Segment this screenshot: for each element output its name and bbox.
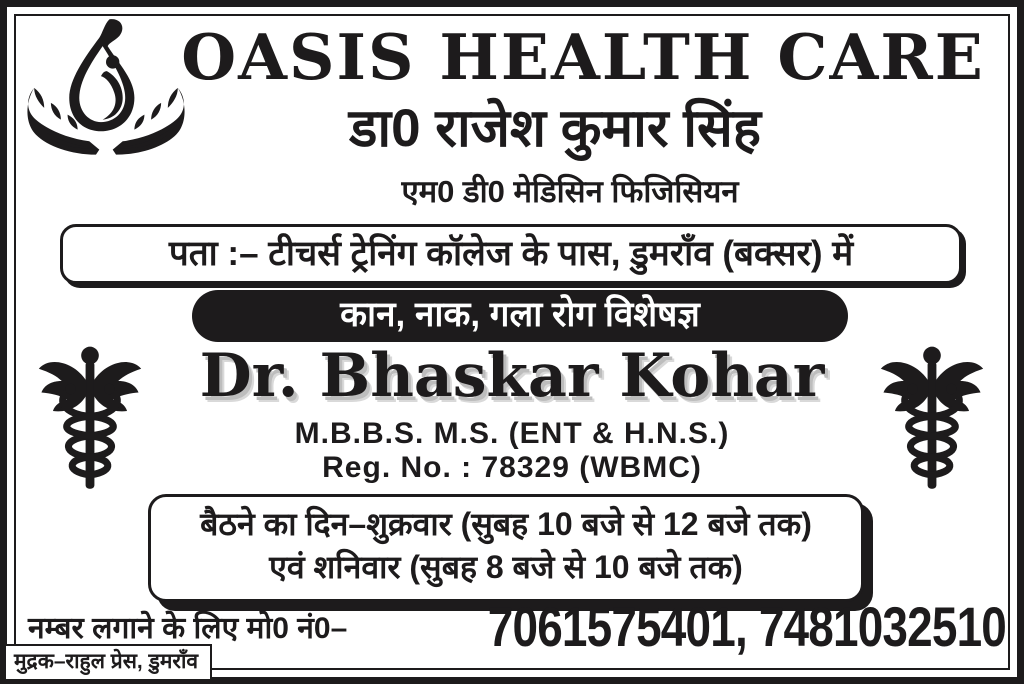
ent-doctor-registration: Reg. No. : 78329 (WBMC) xyxy=(322,451,702,484)
ent-doctor-name: Dr. Bhaskar Kohar xyxy=(199,341,825,411)
contact-phone-numbers: 7061575401, 7481032510 xyxy=(487,594,1006,658)
schedule-line-1: बैठने का दिन–शुक्रवार (सुबह 10 बजे से 12 बजे तक) xyxy=(200,506,812,542)
ent-doctor-qualification: M.B.B.S. M.S. (ENT & H.N.S.) xyxy=(294,417,730,450)
printer-credit: मुद्रक–राहुल प्रेस, डुमराँव xyxy=(4,644,212,681)
address-box xyxy=(60,224,962,284)
contact-label: नम्बर लगाने के लिए मो0 नं0– xyxy=(28,611,348,645)
physician-name: डा0 राजेश कुमार सिंह xyxy=(348,99,761,158)
clinic-name: OASIS HEALTH CARE xyxy=(181,20,985,94)
specialty-banner xyxy=(192,290,848,342)
specialty-text: कान, नाक, गला रोग विशेषज्ञ xyxy=(340,295,700,334)
address-text: पता :– टीचर्स ट्रेनिंग कॉलेज के पास, डुमराँव (बक्सर) में xyxy=(168,234,854,273)
schedule-box xyxy=(148,494,864,602)
physician-qualification: एम0 डी0 मेडिसिन फिजिसियन xyxy=(401,174,739,209)
schedule-line-2: एवं शनिवार (सुबह 8 बजे से 10 बजे तक) xyxy=(269,549,743,585)
